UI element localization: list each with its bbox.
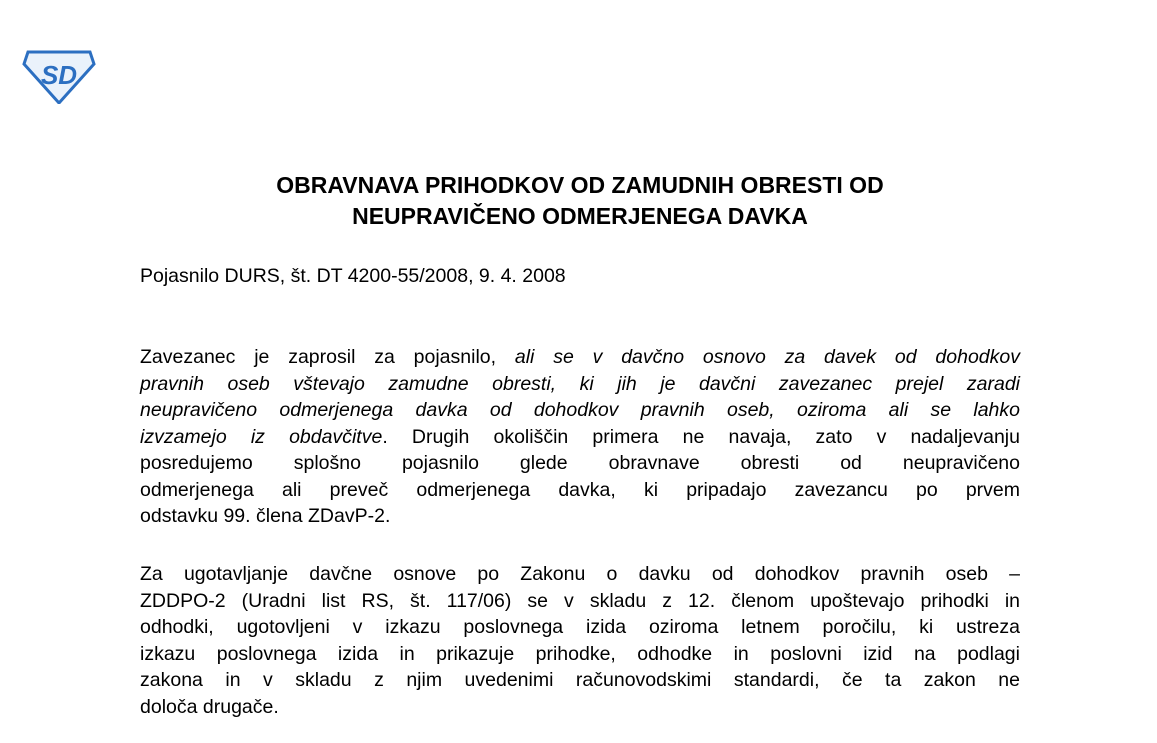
paragraph-2-line-1: Za ugotavljanje davčne osnove po Zakonu o davku od dohodkov pravnih oseb – <box>140 563 1020 585</box>
title-line-1: OBRAVNAVA PRIHODKOV OD ZAMUDNIH OBRESTI OD <box>276 172 884 198</box>
paragraph-2 <box>140 561 1020 720</box>
emphasis-span: neupravičeno odmerjenega davka od dohodkov pravnih oseb, oziroma ali se lahko <box>140 399 1020 421</box>
text-span: . Drugih okoliščin primera ne navaja, zato v nadaljevanju <box>382 425 1020 448</box>
paragraph-2-line-3: odhodki, ugotovljeni v izkazu poslovnega izida oziroma letnem poročilu, ki ustreza <box>140 616 1020 638</box>
paragraph-1-line-2 <box>140 371 1020 398</box>
paragraph-2-line-6: določa drugače. <box>140 695 279 718</box>
document-title <box>140 170 1020 232</box>
paragraph-2-line-2: ZDDPO-2 (Uradni list RS, št. 117/06) se v skladu z 12. členom upoštevajo prihodki in <box>140 589 1020 612</box>
title-line-2: NEUPRAVIČENO ODMERJENEGA DAVKA <box>352 203 808 229</box>
paragraph-1-line-7: odstavku 99. člena ZDavP-2. <box>140 505 391 527</box>
paragraph-2-line-4: izkazu poslovnega izida in prikazuje prihodke, odhodke in poslovni izid na podlagi <box>140 642 1020 665</box>
reference-line: Pojasnilo DURS, št. DT 4200-55/2008, 9. 4. 2008 <box>140 265 566 287</box>
paragraph-1-line-1 <box>140 344 1020 371</box>
paragraph-2-line-5: zakona in v skladu z njim uvedenimi računovodskimi standardi, če ta zakon ne <box>140 669 1020 691</box>
paragraph-1-line-4 <box>140 424 1020 451</box>
paragraph-1-line-6: odmerjenega ali preveč odmerjenega davka, ki pripadajo zavezancu po prvem <box>140 478 1020 501</box>
emphasis-span: pravnih oseb vštevajo zamudne obresti, ki jih je davčni zavezanec prejel zaradi <box>140 372 1020 395</box>
paragraph-1-line-3 <box>140 397 1020 424</box>
paragraph-1-line-5: posredujemo splošno pojasnilo glede obravnave obresti od neupravičeno <box>140 452 1020 474</box>
emphasis-span: ali se v davčno osnovo za davek od dohodkov <box>514 346 1020 368</box>
text-span: Zavezanec je zaprosil za pojasnilo, <box>140 346 515 368</box>
emphasis-span: izvzamejo iz obdavčitve <box>140 425 383 448</box>
sd-diamond-logo <box>22 50 96 104</box>
paragraph-1 <box>140 344 1020 530</box>
logo-text: SD <box>40 60 78 90</box>
